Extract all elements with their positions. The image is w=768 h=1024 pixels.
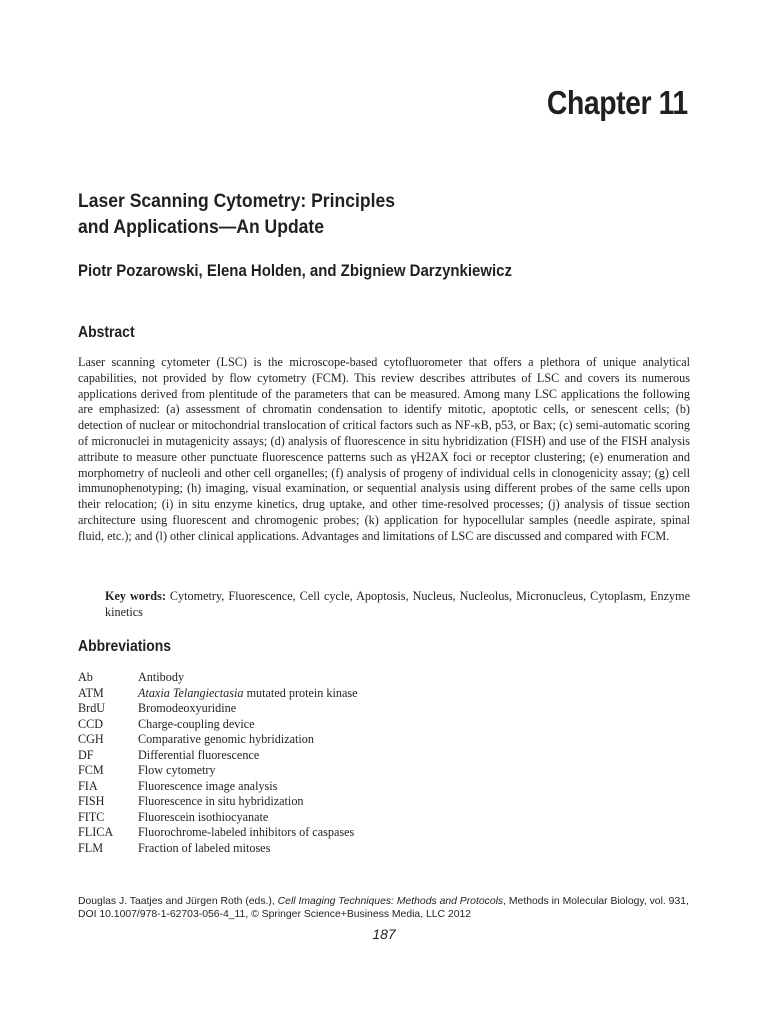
- abbreviation-row: [78, 779, 678, 795]
- abbreviation-row: [78, 701, 678, 717]
- abbreviation-definition: Flow cytometry: [138, 763, 216, 778]
- abbreviation-definition: Comparative genomic hybridization: [138, 732, 314, 747]
- abbreviation-term: BrdU: [78, 701, 106, 716]
- chapter-title-line-1: Laser Scanning Cytometry: Principles: [78, 190, 395, 212]
- author-list: Piotr Pozarowski, Elena Holden, and Zbigniew Darzynkiewicz: [78, 261, 512, 280]
- abbreviation-definition: Antibody: [138, 670, 185, 684]
- abbreviation-term: FLM: [78, 841, 104, 856]
- abbreviation-definition: Fluorochrome-labeled inhibitors of caspases: [138, 825, 355, 840]
- abbreviation-term: Ab: [78, 670, 93, 684]
- abbreviation-term: CCD: [78, 716, 104, 731]
- abbreviation-definition: Fluorescence in situ hybridization: [138, 794, 304, 809]
- abbreviation-definition: Bromodeoxyuridine: [138, 701, 237, 716]
- citation-footer: [78, 895, 698, 921]
- chapter-title-line-2: and Applications—An Update: [78, 216, 325, 238]
- page-number: 187: [372, 926, 396, 942]
- abstract-body: Laser scanning cytometer (LSC) is the microscope-based cytofluorometer that offers a plethora of unique analytical capabilities, not provided by flow cytometry (FCM). This review describes attributes of LSC and covers its numerous applications derived from plentitude of the parameters that can be measured. Among many LSC applications the following are emphasized: (a) assessment of chromatin condensation to identify mitotic, apoptotic cells, or senescent cells; (b) detection of nuclear or mitochondrial translocation of critical factors such as NF-κB, p53, or Bax; (c) semi-automatic scoring of micronuclei in mutagenicity assays; (d) analysis of fluorescence in situ hybridization (FISH) and use of the FISH analysis attribute to measure other punctuate fluorescence patterns such as γH2AX foci or receptor clustering; (e) enumeration and morphometry of nucleoli and other cell organelles; (f) analysis of progeny of individual cells in clonogenicity assay; (g) cell immunophenotyping; (h) imaging, visual examination, or sequential analysis using different probes of the same cells upon their relocation; (i) in situ enzyme kinetics, drug uptake, and other time-resolved processes; (j) analysis of tissue section architecture using fluorescent and chromogenic probes; (k) application for hypocellular samples (needle aspirate, spinal fluid, etc.); and (l) other clinical applications. Advantages and limitations of LSC are discussed and compared with FCM.: [78, 355, 690, 543]
- abbreviation-row: [78, 794, 678, 810]
- keywords-paragraph: [105, 589, 690, 621]
- abbreviations-heading: Abbreviations: [78, 638, 172, 655]
- abbreviation-definition: Differential fluorescence: [138, 747, 260, 762]
- abbreviation-row: [78, 732, 678, 748]
- abbreviation-definition: Fluorescein isothiocyanate: [138, 809, 269, 824]
- abbreviation-row: [78, 686, 678, 702]
- abstract-heading: Abstract: [78, 324, 135, 341]
- citation-editors: Douglas J. Taatjes and Jürgen Roth (eds.),: [78, 896, 278, 907]
- abbreviation-definition-rest: mutated protein kinase: [243, 685, 358, 700]
- citation-book-title: Cell Imaging Techniques: Methods and Protocols: [277, 896, 504, 907]
- abbreviation-row: [78, 763, 678, 779]
- abbreviation-term: FITC: [78, 809, 105, 824]
- abbreviation-term: FISH: [78, 794, 105, 809]
- chapter-label: Chapter 11: [547, 84, 688, 121]
- abbreviation-definition: Charge-coupling device: [138, 716, 255, 731]
- abbreviation-row: [78, 825, 678, 841]
- abbreviations-list: [78, 670, 678, 857]
- abbreviation-row: [78, 748, 678, 764]
- abbreviation-term: FCM: [78, 763, 104, 778]
- abbreviation-row: [78, 670, 678, 686]
- abbreviation-definition: Fraction of labeled mitoses: [138, 841, 271, 856]
- chapter-title: [78, 188, 636, 240]
- abbreviation-term: CGH: [78, 732, 104, 747]
- abbreviation-row: [78, 810, 678, 826]
- keywords-label: Key words:: [105, 589, 166, 603]
- keywords-list: Cytometry, Fluorescence, Cell cycle, Apoptosis, Nucleus, Nucleolus, Micronucleus, Cytoplasm, Enzyme kinetics: [105, 589, 690, 619]
- abbreviation-term: FIA: [78, 778, 98, 793]
- abbreviation-definition-italic: Ataxia Telangiectasia: [138, 685, 244, 700]
- abbreviation-term: DF: [78, 747, 94, 762]
- abbreviation-definition: Fluorescence image analysis: [138, 778, 278, 793]
- citation-details: , Methods in Molecular Biology, vol. 931, DOI 10.1007/978-1-62703-056-4_11, © Springer Science+Business Media, LLC 2012: [78, 896, 689, 920]
- abbreviation-term: FLICA: [78, 825, 114, 840]
- abbreviation-row: [78, 841, 678, 857]
- abbreviation-term: ATM: [78, 685, 104, 700]
- abbreviation-row: [78, 717, 678, 733]
- abbreviation-definition: [138, 686, 678, 702]
